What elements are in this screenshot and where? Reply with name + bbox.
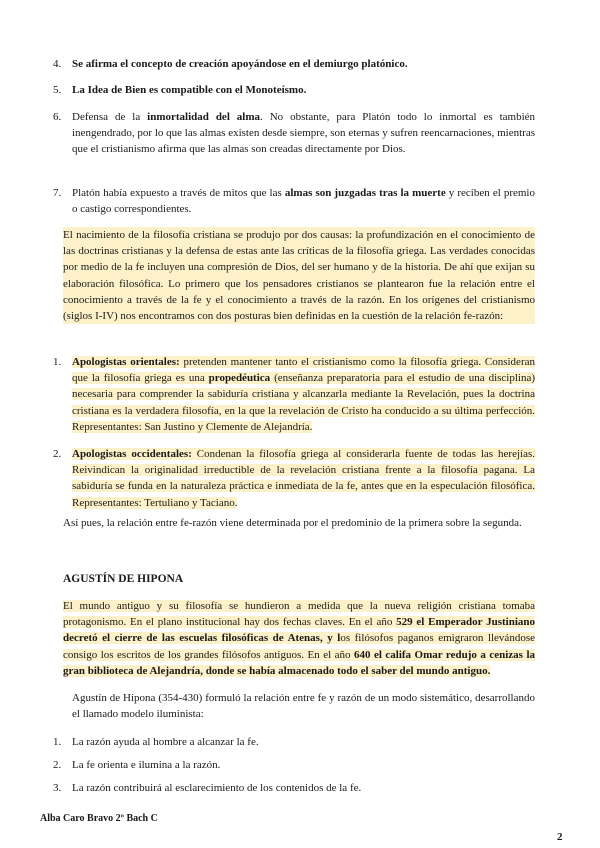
page-number: 2 [557,831,563,843]
item-bold-text: Apologistas occidentales: [72,448,192,460]
list-number: 5. [53,84,62,96]
item-text: (enseñanza preparatoria para el estudio de una disciplina) necesaria para comprender la sabiduría cristiana y alcanzarla mediante la Revelación, pues la doctrina cristiana es la verdadera filosofía, en la que la revelación de Cristo ha conducido a su última perfección. Representantes: San Justino y Clemente de Alejandría. [72,372,535,433]
list-number: 7. [53,187,62,199]
item-text: . No obstante, para Platón todo lo inmortal es también inengendrado, por lo que las almas existen desde siempre, son eternas y sufren reencarnaciones, mientras que el cristianismo afirma que las almas son creadas directamente por Dios. [72,111,536,156]
item-bold-text: Apologistas orientales: [72,356,180,368]
list-item [53,185,535,217]
list-item [53,780,535,796]
list-number: 2. [53,759,62,771]
item-text: Condenan la filosofía griega al considerarla fuente de todas las herejías. Reivindican la originalidad irreductible de la revelación cristiana frente a la filosofía pagana. La sabiduría se funda en la naturaleza práctica e inmediata de la fe, antes que en la especulación filosófica. Representantes: Tertuliano y Taciano. [72,448,535,509]
list-item [53,109,536,158]
history-bold-text: 640 el califa Omar redujo a cenizas la gran biblioteca de Alejandría, donde se había almacenado todo el saber del mundo antiguo. [63,648,535,677]
item-bold-text: almas son juzgadas tras la muerte [284,187,446,199]
history-paragraph [63,598,535,679]
conclusion-paragraph: Así pues, la relación entre fe-razón viene determinada por el predominio de la primera sobre la segunda. [63,517,522,529]
history-text: os filósofos paganos emigraron llevándose consigo los escritos de los grandes filósofos antiguos. En el año [63,632,535,661]
intro-paragraph: El nacimiento de la filosofía cristiana se produjo por dos causas: la profundización en el conocimiento de las doctrinas cristianas y la defensa de estas ante las críticas de la filosofía griega. Las verdades conocidas por medio de la fe incluyen una compresión de Dios, del ser humano y de la historia. De ahí que exijan su elaboración filosófica. Lo primero que los pensadores cristianos se plantearon fue la relación entre el conocimiento a través de la fe y el conocimiento a través de la razón. En los orígenes del cristianismo (siglos I-IV) nos encontramos con dos posturas bien definidas en la cuestión de la relación fe-razón: [63,227,535,324]
list-item [53,446,535,511]
item-bold-text: La Idea de Bien es compatible con el Monoteísmo. [72,84,307,96]
footer-author: Alba Caro Bravo 2º Bach C [40,813,158,824]
list-number: 1. [53,736,62,748]
item-text: Platón había expuesto a través de mitos que las [72,187,285,199]
item-text: pretenden mantener tanto el cristianismo como la filosofía griega. Consideran que la filosofía griega es una [72,356,535,385]
item-bold-text: propedéutica [208,372,271,385]
item-bold-text: Se afirma el concepto de creación apoyándose en el demiurgo platónico. [72,58,408,70]
item-text: La razón ayuda al hombre a alcanzar la fe. [72,736,259,748]
list-item [53,734,535,750]
list-number: 2. [53,448,62,460]
section-heading: AGUSTÍN DE HIPONA [63,573,184,585]
list-item [53,757,535,773]
list-item [53,82,535,98]
item-text: La razón contribuirá al esclarecimiento de los contenidos de la fe. [72,782,362,794]
list-number: 3. [53,782,62,794]
list-number: 6. [53,111,62,123]
list-item [53,56,535,72]
item-text: Defensa de la [72,111,148,123]
item-text: y reciben el premio o castigo correspondientes. [72,187,535,216]
list-number: 4. [53,58,62,70]
item-bold-text: inmortalidad del alma [147,111,261,123]
list-item [53,354,535,435]
model-paragraph: Agustín de Hipona (354-430) formuló la relación entre fe y razón de un modo sistemático, desarrollando el llamado modelo iluminista: [72,692,535,721]
history-bold-text: 529 el Emperador Justiniano decretó el cierre de las escuelas filosóficas de Atenas, y l [63,616,535,645]
item-text: La fe orienta e ilumina a la razón. [72,759,221,771]
list-number: 1. [53,356,62,368]
history-text: El mundo antiguo y su filosofía se hundieron a medida que la nueva religión cristiana tomaba protagonismo. En el plano institucional hay dos fechas claves. En el año [63,600,535,629]
